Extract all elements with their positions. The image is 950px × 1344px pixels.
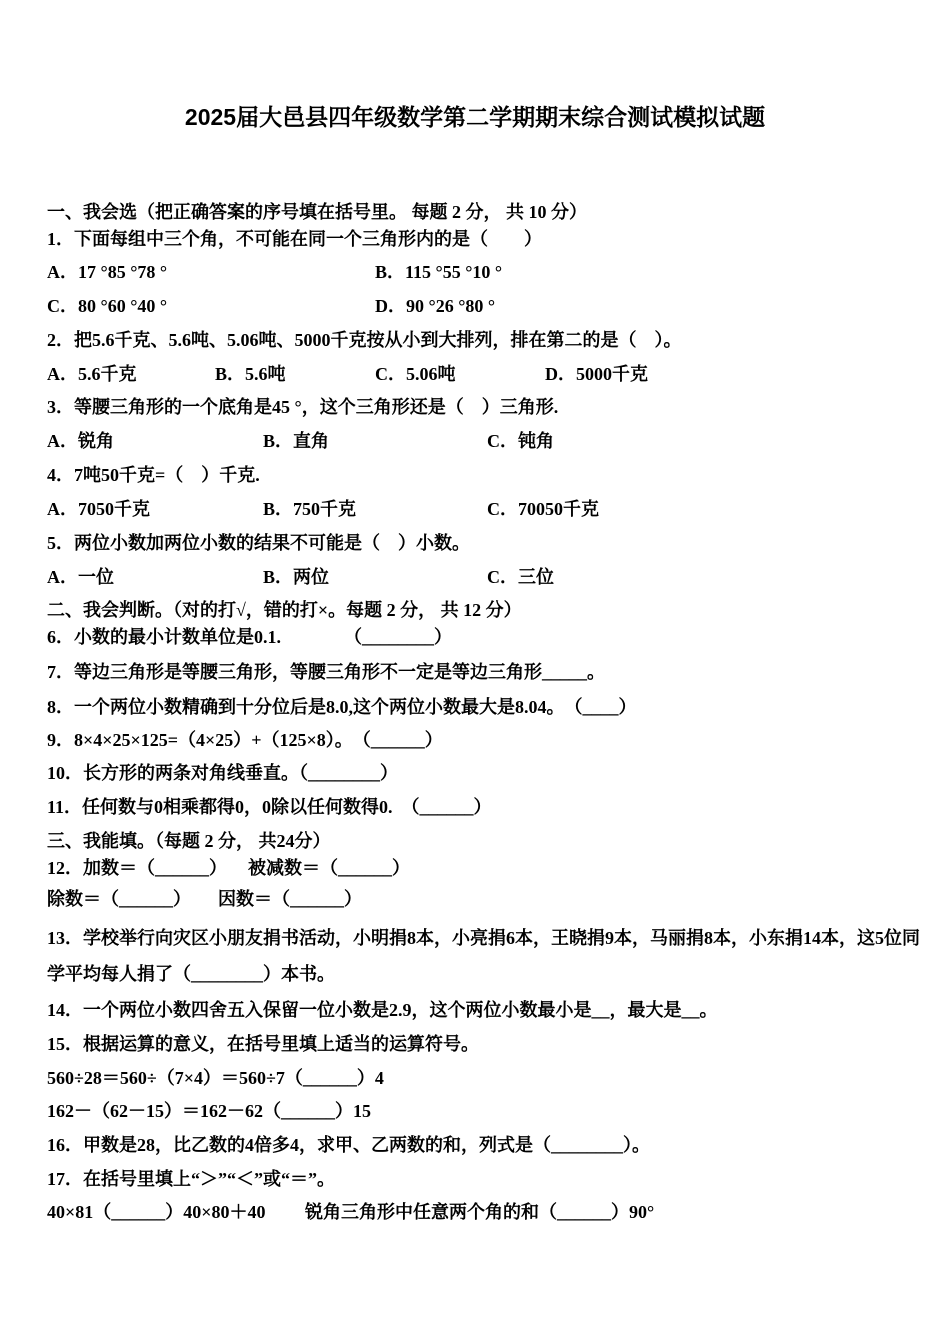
q13-line-1: 13．学校举行向灾区小朋友捐书活动，小明捐8本，小亮捐6本，王晓捐9本，马丽捐8本，小东捐14本，这5位同 bbox=[47, 928, 920, 948]
q14-statement: 14．一个两位小数四舍五入保留一位小数是2.9，这个两位小数最小是__，最大是__。 bbox=[47, 1000, 718, 1020]
q11-statement: 11．任何数与0相乘都得0，0除以任何数得0. （______） bbox=[47, 797, 492, 817]
q5-option-c: C．三位 bbox=[487, 567, 554, 587]
q5-stem: 5．两位小数加两位小数的结果不可能是（ ）小数。 bbox=[47, 533, 470, 553]
q3-option-a: A．锐角 bbox=[47, 431, 114, 451]
q4-option-c: C．70050千克 bbox=[487, 499, 599, 519]
q1-option-d: D．90 °26 °80 ° bbox=[375, 296, 496, 316]
section1-heading: 一、我会选（把正确答案的序号填在括号里。 每题 2 分， 共 10 分） bbox=[47, 202, 587, 222]
q2-options-row bbox=[47, 363, 910, 387]
q3-option-c: C．钝角 bbox=[487, 431, 554, 451]
q17-compare-right: 锐角三角形中任意两个角的和（______）90° bbox=[305, 1202, 655, 1222]
q12-divisor-blank: 除数＝（______） bbox=[47, 889, 191, 909]
q15-equation-2: 162－（62－15）＝162－62（______）15 bbox=[47, 1101, 371, 1121]
q4-option-a: A．7050千克 bbox=[47, 499, 150, 519]
q3-options-row bbox=[47, 430, 910, 454]
q13-line-2: 学平均每人捐了（________）本书。 bbox=[47, 964, 335, 984]
q3-stem: 3．等腰三角形的一个底角是45 °，这个三角形还是（ ）三角形. bbox=[47, 397, 559, 417]
q12-factor-blank: 因数＝（______） bbox=[218, 889, 362, 909]
q1-option-c: C．80 °60 °40 ° bbox=[47, 296, 168, 316]
q17-stem: 17．在括号里填上“＞”“＜”或“＝”。 bbox=[47, 1169, 335, 1189]
q17-compare-left: 40×81（______）40×80＋40 bbox=[47, 1202, 266, 1222]
q12-row-2 bbox=[47, 888, 910, 912]
q7-statement: 7．等边三角形是等腰三角形，等腰三角形不一定是等边三角形_____。 bbox=[47, 662, 605, 682]
q15-equation-1: 560÷28＝560÷（7×4）＝560÷7（______）4 bbox=[47, 1068, 384, 1088]
q5-options-row bbox=[47, 566, 910, 590]
q15-stem: 15．根据运算的意义，在括号里填上适当的运算符号。 bbox=[47, 1034, 479, 1054]
q2-stem: 2．把5.6千克、5.6吨、5.06吨、5000千克按从小到大排列，排在第二的是（ ）。 bbox=[47, 330, 682, 350]
q1-option-b: B．115 °55 °10 ° bbox=[375, 262, 503, 282]
q10-statement: 10．长方形的两条对角线垂直。（________） bbox=[47, 763, 398, 783]
q4-stem: 4．7吨50千克=（ ）千克. bbox=[47, 465, 260, 485]
q2-option-c: C．5.06吨 bbox=[375, 364, 456, 384]
q17-compare-row bbox=[47, 1201, 910, 1225]
q8-statement: 8．一个两位小数精确到十分位后是8.0,这个两位小数最大是8.04。 （____） bbox=[47, 697, 637, 717]
q5-option-a: A．一位 bbox=[47, 567, 114, 587]
q4-options-row bbox=[47, 498, 910, 522]
q16-statement: 16．甲数是28，比乙数的4倍多4，求甲、乙两数的和，列式是（________）。 bbox=[47, 1135, 650, 1155]
q3-option-b: B．直角 bbox=[263, 431, 330, 451]
q1-options-row-2 bbox=[47, 295, 910, 319]
section2-heading: 二、我会判断。（对的打√，错的打×。每题 2 分， 共 12 分） bbox=[47, 600, 522, 620]
page-title: 2025届大邑县四年级数学第二学期期末综合测试模拟试题 bbox=[184, 104, 766, 130]
q1-options-row-1 bbox=[47, 261, 910, 285]
q2-option-b: B．5.6吨 bbox=[215, 364, 286, 384]
q2-option-d: D．5000千克 bbox=[545, 364, 648, 384]
section3-heading: 三、我能填。（每题 2 分， 共24分） bbox=[47, 831, 331, 851]
q4-option-b: B．750千克 bbox=[263, 499, 357, 519]
q5-option-b: B．两位 bbox=[263, 567, 330, 587]
q12-minuend-blank: 被减数＝（______） bbox=[248, 858, 410, 878]
q1-stem: 1．下面每组中三个角，不可能在同一个三角形内的是（ ） bbox=[47, 229, 542, 249]
q1-option-a: A．17 °85 °78 ° bbox=[47, 262, 168, 282]
q2-option-a: A．5.6千克 bbox=[47, 364, 137, 384]
q6-statement: 6．小数的最小计数单位是0.1. （________） bbox=[47, 627, 452, 647]
q9-statement: 9．8×4×25×125=（4×25）+（125×8）。 （______） bbox=[47, 730, 443, 750]
q12-row-1 bbox=[47, 857, 910, 881]
q12-addend-blank: 12．加数＝（______） bbox=[47, 858, 227, 878]
